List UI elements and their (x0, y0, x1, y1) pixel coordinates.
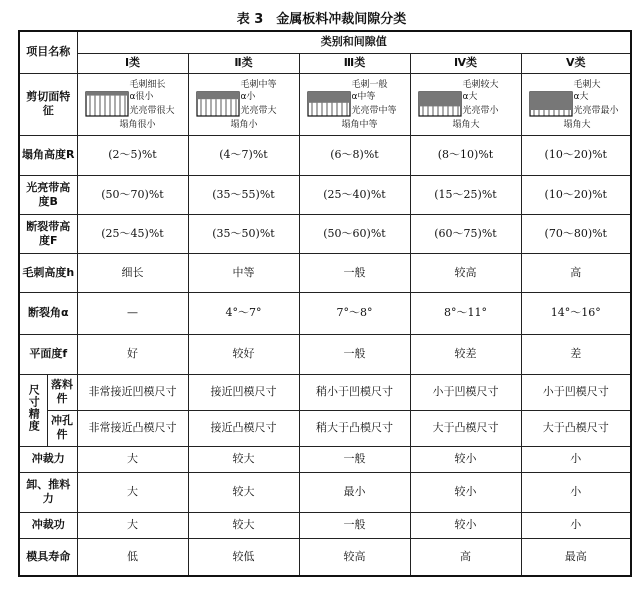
table-cell: 高 (410, 538, 521, 576)
table-cell: 较差 (410, 334, 521, 374)
shear-label-1-3: 光亮带很大 (129, 106, 175, 116)
table-cell: (8～10)%t (410, 135, 521, 175)
shear-section-diagram-1 (84, 86, 130, 120)
table-cell: (10～20)%t (521, 135, 631, 175)
table-row (19, 292, 631, 334)
row-label: 塌角高度R (19, 135, 77, 175)
table-cell: 较高 (410, 253, 521, 292)
table-cell: (6～8)%t (299, 135, 410, 175)
shear-label-1-4: 塌角很小 (119, 120, 156, 130)
table-cell: 大 (77, 512, 188, 538)
table-cell: 非常接近凸模尺寸 (77, 410, 188, 446)
shear-figure-3 (302, 76, 408, 132)
table-row (19, 334, 631, 374)
table-cell: 一般 (299, 512, 410, 538)
row-label: 断裂角α (19, 292, 77, 334)
shear-label-5-3: 光亮带最小 (573, 106, 619, 116)
shear-label-3-1: 毛刺一般 (351, 80, 388, 90)
shear-fig-cell-1 (77, 73, 188, 135)
header-class-3: Ⅲ类 (299, 53, 410, 73)
shear-label-1-2: α很小 (129, 92, 154, 102)
table-cell: 较小 (410, 446, 521, 472)
shear-label-4-4: 塌角大 (452, 120, 480, 130)
table-row (19, 175, 631, 214)
table-cell: (50～70)%t (77, 175, 188, 214)
table-cell: (35～55)%t (188, 175, 299, 214)
header-class-4: Ⅳ类 (410, 53, 521, 73)
header-class-5: Ⅴ类 (521, 53, 631, 73)
row-sub-label: 冲孔件 (47, 410, 77, 446)
table-cell: 较高 (299, 538, 410, 576)
table-cell: 细长 (77, 253, 188, 292)
shear-section-diagram-4 (417, 86, 463, 120)
shear-fig-cell-4 (410, 73, 521, 135)
table-cell: 大 (77, 446, 188, 472)
table-cell: 较大 (188, 472, 299, 512)
shear-fig-cell-3 (299, 73, 410, 135)
shear-fig-cell-2 (188, 73, 299, 135)
shear-label-2-4: 塌角小 (230, 120, 258, 130)
table-cell: 大 (77, 472, 188, 512)
table-row (19, 135, 631, 175)
table-row (19, 472, 631, 512)
shear-label-1-1: 毛刺细长 (129, 80, 166, 90)
row-group-precision (19, 374, 47, 446)
shear-label-4-3: 光亮带小 (462, 106, 499, 116)
shear-label-2-1: 毛刺中等 (240, 80, 277, 90)
table-cell: 14°～16° (521, 292, 631, 334)
table-row (19, 214, 631, 253)
table-cell: (2～5)%t (77, 135, 188, 175)
table-cell: (50～60)%t (299, 214, 410, 253)
table-cell: 低 (77, 538, 188, 576)
table-cell: (25～45)%t (77, 214, 188, 253)
table-row (19, 374, 631, 410)
table-cell: 较大 (188, 512, 299, 538)
row-sub-label: 落料件 (47, 374, 77, 410)
shear-label-4-1: 毛刺较大 (462, 80, 499, 90)
clearance-table (18, 30, 632, 577)
shear-figure-5 (524, 76, 629, 132)
row-label-shear: 剪切面特征 (19, 73, 77, 135)
table-cell: 小于凹模尺寸 (410, 374, 521, 410)
shear-label-5-1: 毛刺大 (573, 80, 601, 90)
table-cell: 最小 (299, 472, 410, 512)
table-cell: 非常接近凹模尺寸 (77, 374, 188, 410)
table-cell: 7°～8° (299, 292, 410, 334)
table-cell: 接近凸模尺寸 (188, 410, 299, 446)
row-label: 毛刺高度h (19, 253, 77, 292)
table-cell: 较小 (410, 512, 521, 538)
table-cell: 一般 (299, 253, 410, 292)
shear-label-3-3: 光亮带中等 (351, 106, 397, 116)
row-label: 冲裁功 (19, 512, 77, 538)
shear-section-diagram-5 (528, 86, 574, 120)
row-label: 光亮带高度B (19, 175, 77, 214)
table-cell: 一般 (299, 446, 410, 472)
table-row (19, 538, 631, 576)
shear-figure-1 (80, 76, 186, 132)
shear-fig-cell-5 (521, 73, 631, 135)
table-cell: (4～7)%t (188, 135, 299, 175)
table-cell: 一般 (299, 334, 410, 374)
table-cell: 小 (521, 512, 631, 538)
header-class-2: Ⅱ类 (188, 53, 299, 73)
shear-label-5-2: α大 (573, 92, 589, 102)
table-cell: 最高 (521, 538, 631, 576)
table-title: 表 3 金属板料冲裁间隙分类 (236, 12, 407, 27)
table-cell: (25～40)%t (299, 175, 410, 214)
table-cell: 较好 (188, 334, 299, 374)
table-cell: 中等 (188, 253, 299, 292)
row-label: 平面度f (19, 334, 77, 374)
shear-figure-2 (191, 76, 297, 132)
shear-section-diagram-2 (195, 86, 241, 120)
table-row (19, 446, 631, 472)
row-label: 模具寿命 (19, 538, 77, 576)
shear-label-3-2: α中等 (351, 92, 376, 102)
table-cell: (70～80)%t (521, 214, 631, 253)
table-cell: 小 (521, 446, 631, 472)
table-row (19, 253, 631, 292)
table-cell: 稍小于凹模尺寸 (299, 374, 410, 410)
row-label: 冲裁力 (19, 446, 77, 472)
shear-label-3-4: 塌角中等 (341, 120, 378, 130)
header-item-name: 项目名称 (19, 31, 77, 73)
table-cell: — (77, 292, 188, 334)
table-cell: 8°～11° (410, 292, 521, 334)
table-cell: 接近凹模尺寸 (188, 374, 299, 410)
table-cell: 较低 (188, 538, 299, 576)
table-cell: 4°～7° (188, 292, 299, 334)
row-label: 卸、推料力 (19, 472, 77, 512)
table-row (19, 410, 631, 446)
table-cell: 差 (521, 334, 631, 374)
table-cell: (15～25)%t (410, 175, 521, 214)
shear-figure-4 (413, 76, 519, 132)
header-group: 类别和间隙值 (77, 31, 631, 53)
table-row (19, 512, 631, 538)
table-cell: (35～50)%t (188, 214, 299, 253)
table-cell: (10～20)%t (521, 175, 631, 214)
shear-label-4-2: α大 (462, 92, 478, 102)
table-cell: 小于凹模尺寸 (521, 374, 631, 410)
table-cell: 较小 (410, 472, 521, 512)
table-cell: (60～75)%t (410, 214, 521, 253)
table-cell: 大于凸模尺寸 (410, 410, 521, 446)
row-label: 断裂带高度F (19, 214, 77, 253)
header-class-1: Ⅰ类 (77, 53, 188, 73)
table-cell: 高 (521, 253, 631, 292)
table-cell: 稍大于凸模尺寸 (299, 410, 410, 446)
shear-label-2-3: 光亮带大 (240, 106, 277, 116)
table-cell: 较大 (188, 446, 299, 472)
table-cell: 大于凸模尺寸 (521, 410, 631, 446)
shear-label-2-2: α小 (240, 92, 256, 102)
row-group-label: 尺寸精度 (27, 384, 41, 432)
shear-label-5-4: 塌角大 (563, 120, 591, 130)
table-cell: 好 (77, 334, 188, 374)
table-cell: 小 (521, 472, 631, 512)
shear-section-diagram-3 (306, 86, 352, 120)
